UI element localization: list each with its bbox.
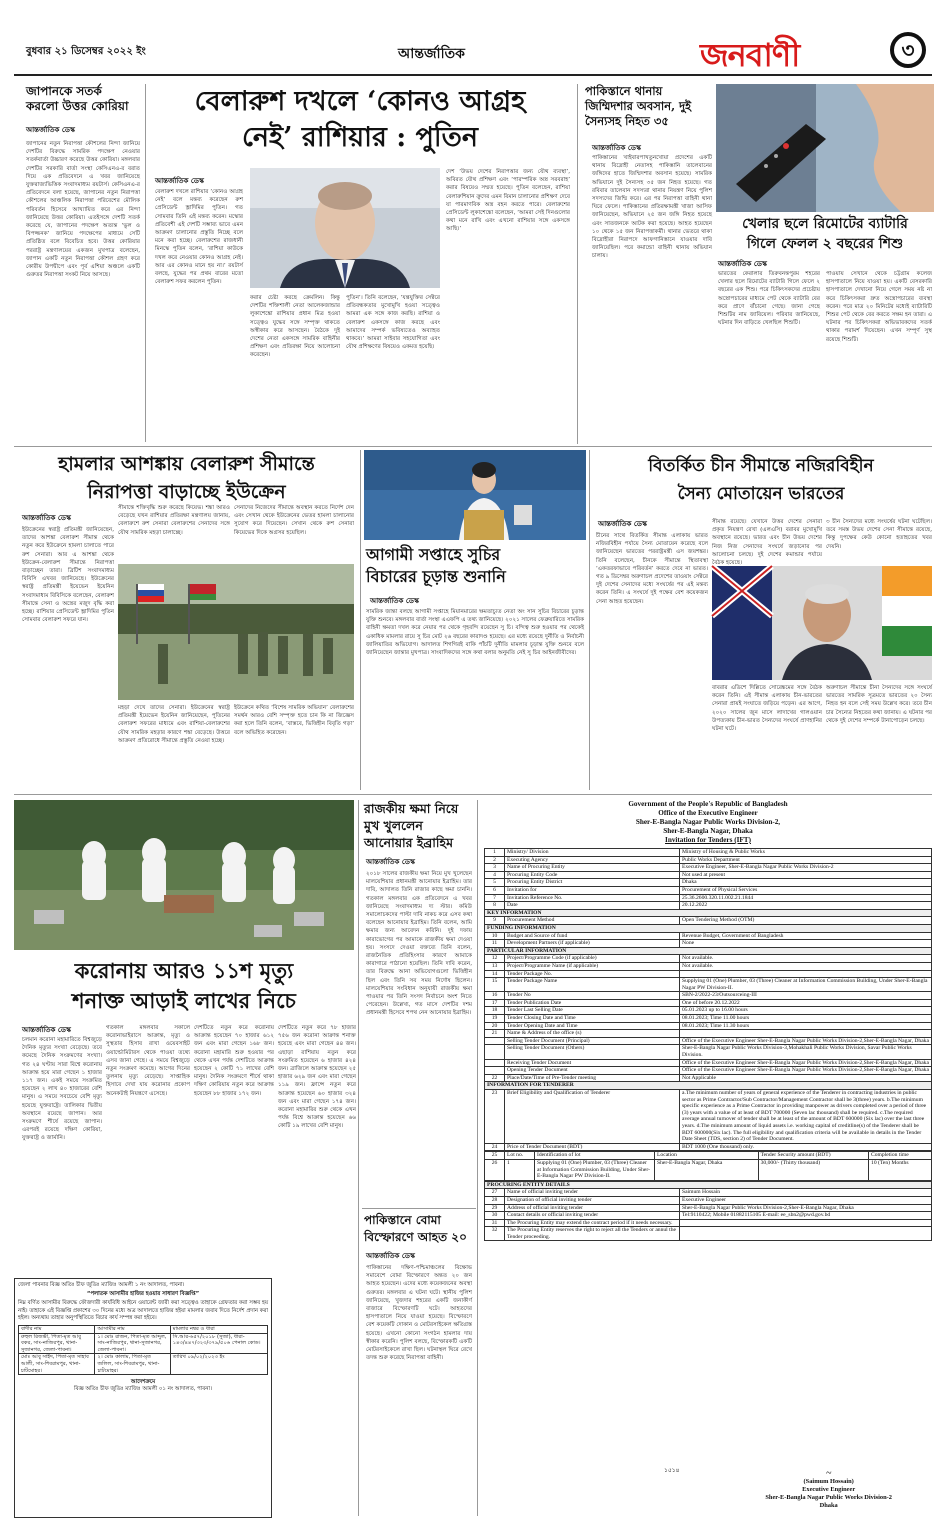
table-row: 5 Procuring Entity District Dhaka [485, 879, 932, 887]
suu-kyi-body: সামরিক জান্তা বলছে আগামী সপ্তাহে মিয়ানমারের ক্ষমতাচ্যুত নেতা অং সান সুচির বিচারের চূড়ান্ত যুক্তি শুনবে। মঙ্গলবার বার্তা সংস্থা এএফপি এ তথ্য জানিয়েছে। ২০২১ সালের ফেব্রুয়ারিতে সামরিক বাহিনী ক্ষমতা দখল করে নেয়ার পর থেকে গৃহবন্দি রয়েছেন সু চি। বন্দিত্ব শুরু হওয়ার পর থেকেই একাধিক মামলার রায়ে সু চির মোট ২৬ বছরের কারাদণ্ড হয়েছে। এর মধ্যে রয়েছে দুর্নীতি ও নির্বাচনী জালিয়াতির অভিযোগ। আদালত শিগগিরই বাকি পাঁচটি দুর্নীতি মামলার চূড়ান্ত যুক্তি শুনবে বলে জানিয়েছেন জান্তার মুখপাত্র। সাংবাদিকদের সঙ্গে কথা বলার অনুমতি নেই সু চির আইনজীবীদের। [366, 609, 584, 657]
japan-body: জাপানের নতুন নিরাপত্তা কৌশলের নিন্দা জানিয়ে দেশটির বিরুদ্ধে সামরিক পদক্ষেপ নেওয়ার সতর্কবার্তা উচ্চারণ করেছে উত্তর কোরিয়া। মঙ্গলবার দেশটির সরকারি বার্তা সংস্থা কেসিএনএ-র বরাত দিয়ে এক প্রতিবেদনে এ খবর জানিয়েছে যুক্তরাজ্যভিত্তিক সংবাদমাধ্যম রয়টার্স। কেসিএনএ-র প্রতিবেদনে বলা হয়েছে, জাপানের নতুন নিরাপত্তা কৌশলের আঞ্চলিক নিরাপত্তা পরিবেশের মৌলিক পরিবর্তন হিসেবে আখ্যায়িত করে এর নিন্দা জানিয়েছে উত্তর কোরিয়া। এতইসঙ্গে দেশটি সতর্ক করেছে যে, জাপানের পদক্ষেপ অত্যন্ত ‘ভুল ও বিপজ্জনক’ জানিয়ে পদক্ষেপের মাধ্যমে সেটি প্রতিষ্ঠিত বলে বিবেচিত হবে। উত্তর কোরিয়ার পররাষ্ট্র মন্ত্রণালয়ের একজন মুখপাত্র বলেছেন, জাপান একটি নতুন নিরাপত্তা কৌশল গ্রহণ করে কোরীয় উপদ্বীপে এবং পূর্ব এশিয়া অঞ্চলে একটি গুরুতর নিরাপত্তা সংকট নিয়ে আসছে। [26, 141, 140, 279]
table-row: 4 Procuring Entity Code Not used at present [485, 871, 932, 879]
table-row: 6 Invitation for Procurement of Physical Services [485, 886, 932, 894]
anwar-body: ২০১৮ সালের রাজকীয় ক্ষমা নিয়ে মুখ খুলেছেন মালয়েশিয়ার প্রধানমন্ত্রী আনোয়ার ইব্রাহিম। তার দাবি, আদালত তিনি রাজার কাছে ক্ষমা চাননি। গতকাল মঙ্গলবার এক প্রতিবেদনে এ খবর জানিয়েছে সংবাদমাধ্যম দ্য স্টার। কমিউ সমালোচকদের পাল্টা দাবি নাকচ করে এসব কথা বলেছেন আনোয়ার ইব্রাহিম। তিনি বলেন, আমি ক্ষমার জন্য আবেদন করিনি। দুই দফায় কারাভোগের পর আমাকে রাজকীয় ক্ষমা দেওয়া হয়। সংসদে দেওয়া বক্তব্যে তিনি বলেন, রাজনৈতিক প্রতিহিংসার কারণে আমাকে কারাগারে পাঠানো হয়েছিল। তিনি দাবি করেন, তার বিরুদ্ধে আনা অভিযোগগুলো ভিত্তিহীন ছিল এবং তিনি সব সময় নির্দোষ ছিলেন। মালয়েশিয়ার সংবিধান অনুযায়ী রাজকীয় ক্ষমা পাওয়ার পর তিনি সংসদ নির্বাচনে অংশ নিতে পেরেছেন। উল্লেখ্য, গত মাসে দেশটির দশম প্রধানমন্ত্রী হিসেবে শপথ নেন আনোয়ার ইব্রাহিম। [366, 871, 472, 1017]
corona-byline: আন্তর্জাতিক ডেস্ক [22, 1026, 71, 1034]
table-row: Selling Tender Document (Others) Sher-E-Bangla Nagar Public Works Division-3,Mohakhali Public Works Division, Savar Public Works Division. [485, 1045, 932, 1059]
putin-photo [250, 168, 440, 288]
ukraine-headline: হামলার আশঙ্কায় বেলারুশ সীমান্তে নিরাপত্তা বাড়াচ্ছে ইউক্রেন [58, 453, 315, 503]
table-row: 21 Name & Address of the office (s) [485, 1030, 932, 1038]
court-notice [14, 1278, 272, 1518]
suu-kyi-photo [364, 450, 586, 540]
table-row: রুহুল রিজভী, পিতা-মৃত আবু বকর, সাং-নাজিরপুর, থানা-সুজানগর, জেলা-পাবনা। ১। মোঃ রাজন, পিতা-মৃত আব্দুল, সাং-নাজিরপুর, থানা-সুজানগর, জেলা-পাবনা। সি.আর-৬৫৭/২০১৮ (সুজা), ধারা- ১৪৩/৪৪৭/৩২৩/৩৭৯/৫০৬ পেনাল কোড। [19, 1333, 268, 1354]
table-row: Opening Tender Document Office of the Executive Engineer Sher-E-Bangla Nagar Public Works Division-2,Sher-E-Bangla Nagar, Dhaka [485, 1067, 932, 1075]
signature-mark: ~ [825, 1468, 832, 1479]
table-row: 22 Place/Date/Time of Pre-Tender meeting Not Applicable [485, 1074, 932, 1082]
china-border-body-3: ৩ চীন সৈন্যদের মধ্যে সংঘর্ষের ঘটনা ঘটেছিল। তবে সমস্ত উভয় দেশের সেনা সীমান্তে রয়েছে, কিন্তু দুপক্ষের কেউ কোনো হতাহতের খবর দেয়নি। [826, 519, 932, 550]
china-border-byline: আন্তর্জাতিক ডেস্ক [598, 520, 647, 528]
anwar-byline: আন্তর্জাতিক ডেস্ক [366, 858, 415, 866]
table-row: 13 Project/Programme Name (if applicable) Not available. [485, 962, 932, 970]
corona-headline: করোনায় আরও ১১শ মৃত্যু শনাক্ত আড়াই লাখের নিচে [72, 958, 296, 1013]
pakistan-police-headline: পাকিস্তানে থানায় জিম্মিদশার অবসান, দুই সৈন্যসহ নিহত ৩৫ [585, 84, 692, 128]
ukraine-body-1: ইউক্রেনের স্বরাষ্ট্র প্রতিমন্ত্রী জানিয়েছেন, তাদের আশঙ্কা বেলারুশ সীমান্ত থেকে নতুন করে ইউক্রেনে হামলা চালাতে পারে রুশ সেনারা। আর এ আশঙ্কা থেকে ইউক্রেন-বেলারুশ সীমান্তে নিরাপত্তা বাড়াচ্ছেন তারা। ব্রিটিশ সংবাদমাধ্যম বিবিসি এখবর জানিয়েছে। ইউক্রেনের স্বরাষ্ট্র প্রতিমন্ত্রী ইয়েভেন ইয়েনিন সংবাদমাধ্যম বিবিসিকে বলেছেন, বেলারুশ সীমান্তে সেনা ও অস্ত্রের মজুদ বৃদ্ধি করা হচ্ছে। রাশিয়ার প্রেসিডেন্ট ভ্লাদিমির পুতিন সোমবার বেলারুশ সফরে যান। [22, 527, 114, 624]
table-row: FUNDING INFORMATION [485, 924, 932, 932]
corona-body-1: চলমান করোনা মহামারিতে বিশ্বজুড়ে দৈনিক মৃত্যুর সংখ্যা বেড়েছে। তবে কমেছে দৈনিক সংক্রমণের সংখ্যা। গত ২৪ ঘণ্টায় সারা বিশ্বে করোনায় আক্রান্ত হয়ে মারা গেছেন ১ হাজার ১১৭ জন। একই সময়ে সংক্রমিত হয়েছেন ২ লাখ ৪০ হাজারের বেশি মানুষ। এ সময়ে সবচেয়ে বেশি মৃত্যু হয়েছে যুক্তরাষ্ট্রে। তালিকার দ্বিতীয় অবস্থানে রয়েছে জাপান। আর সংক্রমণে শীর্ষে রয়েছে জাপান। এরপরই রয়েছে দক্ষিণ কোরিয়া, যুক্তরাষ্ট্র ও জার্মানি। [22, 1037, 102, 1142]
tender-lot-table: 25 Lot no. Identification of lot Location Tender Security amount (BDT) Completion time 26 1 Supplying 01 (One) Plumber, 03 (Three) Cleaner at Information Commission Building, Under Sher-E-Bangla Nagar PW Division-II. Sher-E-Bangla Nagar, Dhaka 30,000/- (Thirty thousand) 10 (Ten) Months [484, 1151, 932, 1180]
putin-body-1: বেলারুশ দখলে রাশিয়ার ‘কোনও আগ্রহ নেই’ বলে মন্তব্য করেছেন রুশ প্রেসিডেন্ট ভ্লাদিমির পুতিন। গত সোমবার তিনি এই মন্তব্য করেন। মস্কোর প্রতিবেশী এই দেশটি সম্ভাব্য ভাবে এমন আক্রমণ চালানোর প্রস্তুতি নিচ্ছে বলে মনে করা হচ্ছে। বেলারুশের রাজধানী মিনস্কে পুতিন বলেন, ‘রাশিয়া কাউকে দখল করে নেওয়ার কোনও আগ্রহ নেই। আর এর কোনও মানে হয় না।’ রয়টার্স বলছে, যুদ্ধের পর প্রথম বারের মতো বেলারুশ সফর করলেন পুতিন। [155, 189, 243, 286]
table-row: 16 Tender No SBN-2/2022-23/Outsourceing-III [485, 992, 932, 1000]
table-row: 3 Name of Procuring Entity Executive Engineer, Sher-E-Bangla Nagar Public Works Division-2 [485, 864, 932, 872]
table-row: 8 Date 20.12.2022 [485, 902, 932, 910]
court-notice-table: বাদীর নাম আসামীর নাম মামলার নম্বর ও ধারা রুহুল রিজভী, পিতা-মৃত আবু বকর, সাং-নাজিরপুর, থানা-সুজানগর, জেলা-পাবনা। ১। মোঃ রাজন, পিতা-মৃত আব্দুল, সাং-নাজিরপুর, থানা-সুজানগর, জেলা-পাবনা। সি.আর-৬৫৭/২০১৮ (সুজা), ধারা- ১৪৩/৪৪৭/৩২৩/৩৭৯/৫০৬ পেনাল কোড। মোঃ আবু সাইদ, পিতা-মৃত সাহাব আলী, সাং-শিবরামপুর, থানা-চাটমোহর। ২। মোঃ কালাম, পিতা-মৃত জলিল, সাং-শিবরামপুর, থানা-চাটমোহর। তারিখ ০৯/০২/২০২৩ ইং [18, 1325, 268, 1375]
china-border-body-1: চীনের সাথে বিতর্কিত সীমান্ত এলাকায় ভারত নজিরবিহীন পর্যায়ে সৈন্য মোতায়েন করেছে বলে জানিয়েছেন ভারতের পররাষ্ট্রমন্ত্রী এস জয়শঙ্কর। তিনি বলেছেন, চীনকে সীমান্তে স্থিতাবস্থা ‘একতরফাভাবে পরিবর্তন’ করতে দেবে না ভারত। গত ৯ ডিসেম্বর অরুণাচল প্রদেশের তাওয়াং সেক্টরে দুই দেশের সেনাদের মধ্যে সংঘর্ষের পর এই মন্তব্য করেন তিনি। এ সংঘর্ষে দুই পক্ষের বেশ কয়েকজন সেনা আহত হয়েছেন। [596, 533, 708, 605]
table-row: 31 The Procuring Entity may extend the contract period if it needs necessary. [485, 1219, 932, 1227]
newspaper-logo [700, 30, 930, 74]
table-row: Selling Tender Document (Principal) Office of the Executive Engineer Sher-E-Bangla Nagar Public Works Division-2,Sher-E-Bangla Nagar, Dhaka [485, 1037, 932, 1045]
battery-byline: আন্তর্জাতিক ডেস্ক [718, 260, 767, 268]
table-row: 2 Executing Agency Public Works Department [485, 856, 932, 864]
table-row: 11 Development Partners (if applicable) None [485, 940, 932, 948]
table-row: 12 Project/Programme Code (if applicable) Not available. [485, 955, 932, 963]
logo-page-badge: ৩ [890, 32, 926, 68]
table-row: 17 Tender Publication Date One of before 20.12.2022 [485, 999, 932, 1007]
table-row: 15 Tender Package Name Supplying 01 (One) Plumber, 03 (Three) Cleaner at Information Commission Building, Under Sher-E-Bangla Nagar PW Division-II. [485, 978, 932, 992]
table-row: 18 Tender Last Selling Date 05.01.2023 up to 16.00 hours [485, 1007, 932, 1015]
soldiers-photo [118, 564, 354, 700]
tender-entity-table [484, 1181, 932, 1242]
table-row: 28 Designation of official inviting tender Executive Engineer [485, 1196, 932, 1204]
table-row: INFORMATION FOR TENDERER [485, 1082, 932, 1090]
putin-headline: বেলারুশ দখলে ‘কোনও আগ্রহ নেই’ রাশিয়ার : পুতিন [194, 86, 526, 153]
putin-body-3: পুতিন’। তিনি বলেছেন, ‘যন্ত্রযুক্তির সেক্টরে প্রতিবন্ধকতার মুখোমুখি হওয়া সত্ত্বেও আমরা এক সঙ্গে কাজ করছি। রাশিয়া ও বেলারুশ একসঙ্গে কাজ করছে এবং আমাদের সম্পর্ক ভবিষ্যতেও অব্যাহত থাকবে।’ আমরা সাইবার সহযোগিতা এবং যৌথ প্রশিক্ষণের বিষয়েও একমত হয়েছি। [346, 295, 440, 351]
putin-byline: আন্তর্জাতিক ডেস্ক [155, 177, 204, 185]
table-row: 29 Address of official inviting tender Sher-E-Bangla Nagar Public Works Division-2,Sher-E-Bangla Nagar, Dhaka [485, 1204, 932, 1212]
table-row: 23 Brief Eligibility and Qualification of Tenderer a.The minimum number of years of general experience of the Tenderer in contracting industries in public sector as Prime Contractor/Sub Contractor/Management Contractor shall be 3(three) years. b.The minimum specific experience as a Prime Contractor in providing manpower as drivers completed over a period of three (3) years with a value of at least of BDT 700000 (Seven lac thousand) shall be required. c.The required average annual turnover of tender shall be at least of the amount of BDT 600000 (Six lac) over the last three years. d.The minimum amount of liquid assets i.e. working capital of creditline(s) of the Tenderer shall be BDT 600000(Six lac). The full eligibility and qualification criteria will be available in details in the Tender Date Sheet (TDS, section 2) of Tender Document. [485, 1090, 932, 1144]
table-row: 7 Invitation Reference No. 25.36.2600.320.11.002.21.1844 [485, 894, 932, 902]
court-notice-intro: জেলা পাবনার বিজ্ঞ অতিঃ চীফ জুডিঃ ম্যাজিঃ আমলী ১ নং আদালত, পাবনা। [18, 1282, 185, 1288]
corona-body-3: দেশটিতে নতুন করে করোনায় আক্রান্ত হয়েছেন ৭০ হাজার ৬১২ জন এবং মারা গেছেন ১৬৮ জন। করোনা মহামারি শুরু হওয়ার পর থেকে এখন পর্যন্ত দেশটিতে আক্রান্ত হয়েছেন ২ কোটি ৭১ লাখের বেশি মানুষ। দৈনিক সংক্রমণে শীর্ষে থাকা দক্ষিণ কোরিয়ায় নতুন করে আক্রান্ত হয়েছেন ৮৮ হাজার ১৭২ জন। [194, 1025, 274, 1097]
tender-ref-code: ১৫১৪ [664, 1468, 680, 1474]
corona-body-4: দেশটিতে নতুন করে ৭৮ হাজার ৭৫৬ জন করোনা আক্রান্ত শনাক্ত হয়েছে এবং মারা গেছেন ৪৪ জন। এছাড়া রাশিয়ায় নতুন করে সংক্রমিত হয়েছেন ৬ হাজার ৪২৪ জন। ব্রাজিলে আক্রান্ত হয়েছেন ২৫ হাজার ৬২৯ জন এবং মারা গেছেন ১১৯ জন। ফ্রান্সে নতুন করে আক্রান্ত হয়েছেন ৬০ হাজার ৩২৪ জন এবং মারা গেছেন ১৭৪ জন। করোনা মহামারির শুরু থেকে এখন পর্যন্ত বিশ্বে আক্রান্ত হয়েছেন ৬৬ কোটি ১৯ লাখের বেশি মানুষ। [278, 1025, 356, 1130]
table-row: PARTICULAR INFORMATION [485, 947, 932, 955]
masthead-rule [14, 74, 932, 76]
section-title: আন্তর্জাতিক [398, 46, 465, 62]
ukraine-byline: আন্তর্জাতিক ডেস্ক [22, 514, 71, 522]
table-row: 1 Ministry/ Division Ministry of Housing & Public Works [485, 849, 932, 857]
table-row: 32 The Procuring Entity reserves the right to reject all the Tenders or annul the Tender proceeding. [485, 1227, 932, 1241]
japan-headline: জাপানকে সতর্ক করলো উত্তর কোরিয়া [26, 84, 129, 113]
corona-body-2: গতকাল মঙ্গলবার সকালে করোনাভাইরাসে আক্রান্ত, মৃত্যু ও সুস্থতার হিসাব রাখা ওয়েবসাইট ওয়ার্ল্ডোমিটারস থেকে পাওয়া তথ্যে এসব জানা গেছে। এ সময়ে বিশ্বজুড়ে নতুন সংক্রমণ কমেছে। আগের দিনের তুলনায় মৃত্যু বেড়েছে। সাপ্তাহিক হিসাবে দেখা যায় করোনার প্রকোপ অনেকটাই নিয়ন্ত্রণে এসেছে। [106, 1025, 190, 1097]
court-notice-footer: বিজ্ঞ অতিঃ চীফ জুডিঃ ম্যাজিঃ আমলী ০১ নং আদালত, পাবনা। [74, 1386, 212, 1393]
ukraine-body-2: সীমান্তে শক্তিবৃদ্ধি শুরু করেছে কিয়েভ। শঙ্কা আরও বেড়েছে যখন রাশিয়ার প্রতিরক্ষা মন্ত্রণালয় জানায়, বেলারুশে রুশ সেনারা বেলারুশের সেনাদের সঙ্গে যৌথ সামরিক মহড়া চালাচ্ছে। [118, 505, 230, 536]
putin-body-4: দেশ ‘উভয় দেশের নিরাপত্তার জন্য যৌথ ব্যবস্থা’, অবিরত যৌথ প্রশিক্ষণ এবং ‘পারস্পরিক অস্ত্র সরবরাহ’ করার বিষয়েও সম্মত হয়েছে। পুতিন বলেছেন, রাশিয়া বেলারুশিয়ান ক্রুদের এমন বিমান চালানোর প্রশিক্ষণ দেবে যা পারমাণবিক অস্ত্র বহন করতে পারে। বেলারুশের প্রেসিডেন্ট লুকাশেঙ্কো বলেছেন, ‘আমরা সেই দিনগুলোর কথা মনে রাখি এবং এখনো রাশিয়ার সঙ্গে একসঙ্গে আছি।’ [446, 169, 571, 233]
table-row: 20 Tender Opening Date and Time 08.01.2023; Time 11.30 hours [485, 1022, 932, 1030]
china-border-headline: বিতর্কিত চীন সীমান্তে নজিরবিহীন সৈন্য মোতায়েন ভারতের [648, 456, 874, 504]
tender-signature: ~ (Saimum Hossain) Executive Engineer Sher-E-Bangla Nagar Public Works Division-2 Dhaka [765, 1468, 892, 1509]
table-row: 19 Tender Closing Date and Time 08.01.2023; Time 11.00 hours [485, 1015, 932, 1023]
table-row: 30 Contact details or official inviting tender Tel:9110422; Mobile 01882115105 E-mail: ee_sbn2@pwd.gov.bd [485, 1212, 932, 1220]
suu-kyi-byline: আন্তর্জাতিক ডেস্ক [370, 597, 419, 605]
battery-headline: খেলার ছলে রিমোটের ব্যাটারি গিলে ফেলল ২ বছরের শিশু [742, 216, 908, 252]
court-notice-body: নিম্ন বর্ণিত আসামীর বিরুদ্ধে ফৌজদারী কার্যবিধি আইনে ওয়ারেন্ট জারী করা সত্ত্বেও তাহাকে গ্রেফতার করা সম্ভব হয় নাই। তাহাকে এই বিজ্ঞপ্তি প্রকাশের ৩০ দিনের মধ্যে অত্র আদালতে হাজির হইয়া মামলার জবাব দিতে নির্দেশ প্রদান করা হইল। অন্যথায় তাহার অনুপস্থিতিতে বিচার কার্য সম্পন্ন করা হইবে। [18, 1300, 268, 1321]
table-row: 10 Budget and Source of fund Revenue Budget, Government of Bangladesh [485, 932, 932, 940]
pakistan-blast-byline: আন্তর্জাতিক ডেস্ক [366, 1252, 415, 1260]
court-notice-title: “পলাতক আসামীর হাজির হওয়ার সাধারণ বিজ্ঞপ্তি” [86, 1291, 200, 1298]
ukraine-body-3: সেনাদের নিজেদের সীমান্তে অবস্থান করতে নির্দেশ দেন এবং সেখান থেকে ইউক্রেনের ভেতর হামলা চালানোর সুযোগ করে দিয়েছেন। সেখান থেকে রুশ সেনারা কিয়েভের দিকে অগ্রসর হয়েছিল। [234, 505, 354, 536]
jaishankar-photo [712, 566, 932, 680]
table-row: মোঃ আবু সাইদ, পিতা-মৃত সাহাব আলী, সাং-শিবরামপুর, থানা-চাটমোহর। ২। মোঃ কালাম, পিতা-মৃত জলিল, সাং-শিবরামপুর, থানা-চাটমোহর। তারিখ ০৯/০২/২০২৩ ইং [19, 1354, 268, 1375]
pakistan-police-byline: আন্তর্জাতিক ডেস্ক [592, 144, 641, 152]
table-row: 24 Price of Tender Document (BDT) BDT 1000 (One thousand) only. [485, 1143, 932, 1151]
battery-body-2: পাওয়ায় সেখানে থেকে চট্টগ্রাম কলেজ হাসপাতালে নিয়ে যাওয়া হয়। একটি বেসরকারি হাসপাতালে দেখানো নিয়ে গেলে সময় নষ্ট না করে চিকিৎসকরা দ্রুত অস্ত্রোপচারের ব্যবস্থা করেন। পরে মাত্র ২০ মিনিটের মধ্যেই ব্যাটারিটি শিশুর পেট থেকে বের করতে সক্ষম হন তারা। এ ঘটনার পর চিকিৎসকরা অভিভাবকদের সতর্ক থাকার পরামর্শ দিয়েছেন। এখন সম্পূর্ণ সুস্থ রয়েছে শিশুটি। [826, 271, 932, 343]
anwar-headline: রাজকীয় ক্ষমা নিয়ে মুখ খুললেন আনোয়ার ইব্রাহিম [364, 801, 459, 850]
pakistan-blast-body: পাকিস্তানের দক্ষিণ-পশ্চিমাঞ্চলের বিক্ষোভ সমাবেশে বোমা বিস্ফোরণে অন্তত ২০ জন আহত হয়েছেন। এদের মধ্যে কয়েকজনের অবস্থা গুরুতর। মঙ্গলবার এ ঘটনা ঘটে। স্থানীয় পুলিশ জানিয়েছে, খুজদার শহরের একটি জনাকীর্ণ বাজারে বিস্ফোরণটি ঘটে। আহতদের হাসপাতালে নিয়ে যাওয়া হয়েছে। বিস্ফোরণে বেশ কয়েকটি দোকান ও মোটরসাইকেল ক্ষতিগ্রস্ত হয়েছে। এখনো কোনো সংগঠন হামলার দায় স্বীকার করেনি। পুলিশ বলছে, বিস্ফোরকটি একটি মোটরসাইকেলে রাখা ছিল। ঘটনাস্থল ঘিরে রেখে তদন্ত শুরু করেছে নিরাপত্তা বাহিনী। [366, 1265, 472, 1362]
suu-kyi-headline: আগামী সপ্তাহে সুচির বিচারের চূড়ান্ত শুনানি [366, 545, 506, 586]
logo-text: জনবাণী [700, 36, 800, 74]
tender-table [484, 848, 932, 1151]
ukraine-body-4: মহড়া দেখে তাদের সেনারা। ইউক্রেনের স্বরাষ্ট্র প্রতিমন্ত্রী ইয়েভেন ইয়েনিন জানিয়েছেন, পুতিনের বেলারুশ সফরের মাধ্যমে এবং রাশিয়া-বেলারুশের যৌথ সামরিক মহড়ার কারণে শঙ্কা বেড়েছে। উত্তরে আক্রমণ প্রতিরোধে সীমান্তে প্রস্তুতি নেওয়া হচ্ছে। [118, 705, 230, 744]
tender-header: Government of the People's Republic of Bangladesh Office of the Executive Engineer Sher-E-Bangla Nagar Public Works Division-2, Sher-E-Bangla Nagar, Dhaka Invitation for Tenders (IFT) [628, 800, 788, 844]
table-row: 9 Procurement Method Open Tendering Method (OTM) [485, 917, 932, 925]
putin-body-2: করার চেষ্টা করছে ক্রেমলিন। কিন্তু দেশটির শক্তিশালী নেতা আলেকজান্ডার লুকাশেঙ্কো রাশিয়ার প্রধান মিত্র হওয়া সত্ত্বেও যুদ্ধের সঙ্গে সম্পৃক্ত থাকতে অস্বীকার করে আসছেন। বৈঠকে দুই দেশের নেতা একসঙ্গে সামরিক বাহিনীর প্রশিক্ষণ এবং প্রতিরক্ষা নিয়ে আলোচনা করেছেন। [250, 295, 340, 359]
battery-body-1: ভারতের কেরালার তিরুবনন্তপুরম শহরের খেলার ছলে রিমোটের ব্যাটারি গিলে ফেলে ২ বছরের এক শিশু। পরে চিকিৎসকদের প্রচেষ্টায় অস্ত্রোপচারের মাধ্যমে পেট থেকে ব্যাটারি বের করে প্রাণে বাঁচানো গেছে। জানা গেছে শিশুটির নাম জাবিয়েল। পরিবার জানিয়েছে, ঘটনার দিন বাড়িতে খেলছিল শিশুটি। [718, 271, 820, 327]
table-row: 27 Name of official inviting tender Saimum Hossain [485, 1189, 932, 1197]
table-row: 14 Tender Package No. [485, 970, 932, 978]
remote-photo [716, 84, 934, 212]
table-row: KEY INFORMATION [485, 909, 932, 917]
ukraine-body-5: ইউক্রেনে কথিত ‘বিশেষ সামরিক অভিযান’ বেলারুশের সমর্থন আরও বেশি সম্পৃক্ত হতে চান কি না জিজ্ঞেস করা হলে তিনি বলেন, ‘বাস্তবে, ভিত্তিহীন বিবৃতি গড়া’ বলে অভিহিত করেছেন। [234, 705, 354, 736]
court-notice-signature: আদেশক্রমে [130, 1379, 156, 1386]
china-border-body-2: সীমান্ত রয়েছে। যেখানে উত্তর দেশের সেনারা প্রকৃত নিয়ন্ত্রণ রেখা (এলএসি) বরাবর মুখোমুখি অবস্থানে রয়েছে। ভারত এবং চীন উভয় দেশের নিজ নিজ সেনাদের সংঘর্ষে জড়ানোর পর আলোচনা চলছে। দুই দেশের কমান্ডার পর্যায়ে বৈঠক হয়েছে। [712, 519, 822, 567]
japan-byline: আন্তর্জাতিক ডেস্ক [26, 126, 75, 134]
pakistan-police-body: পাকিস্তানের খাইবারপাখতুনখোয়া প্রদেশের একটি থানায় বিদ্রোহী নেতাসহ পাকিস্তানি তালেবানের জঙ্গিদের হাতে জিম্মিদশার অবসান হয়েছে। সামরিক অভিযানে দুই সৈন্যসহ ৩৫ জন নিহত হয়েছে। গত রবিবার তালেবান সদস্যরা থানার নিয়ন্ত্রণ নিয়ে পুলিশ সদস্যদের জিম্মি করে। এর পর নিরাপত্তা বাহিনী থানা ঘিরে ফেলে। পাকিস্তানের প্রতিরক্ষামন্ত্রী খাজা আসিফ জানিয়েছেন, অভিযানে ২৫ জন জঙ্গি নিহত হয়েছে এবং সাতজনকে আটক করা হয়েছে। আহত হয়েছেন ১০ থেকে ১৫ জন নিরাপত্তাকর্মী। থানার ভেতরে থাকা বিদ্রোহীরা নিরাপদে আফগানিস্তানে যাওয়ার দাবি জানিয়েছিল। পরে কমান্ডো বাহিনী থানায় অভিযান চালায়। [592, 155, 712, 260]
covid-burial-photo [14, 800, 354, 950]
tender-notice [484, 800, 932, 1516]
table-row: Receiving Tender Document Office of the Executive Engineer Sher-E-Bangla Nagar Public Works Division-2,Sher-E-Bangla Nagar, Dhaka [485, 1059, 932, 1067]
issue-date: বুধবার ২১ ডিসেম্বর ২০২২ ইং [26, 46, 146, 57]
china-border-body-5: অরুণাচল সীমান্তে চীনা সৈন্যদের সঙ্গে সংঘর্ষে ভারতের সামরিক সূত্রমতে ভারতের ২০ সৈন্য নিহত হন বলে সেই সময় উল্লেখ করে। তবে চীন চার সৈন্যের নিহতের কথা জানায়। এ ঘটনার পর থেকে দুই দেশের সম্পর্কে টানাপোড়েন চলছে। [826, 685, 932, 724]
table-row: PROCURING ENTITY DETAILS [485, 1181, 932, 1189]
pakistan-blast-headline: পাকিস্তানে বোমা বিস্ফোরণে আহত ২০ [364, 1213, 467, 1244]
china-border-body-4: বাবরার এডিশে দিল্লিতে সোরেঙ্কমের সঙ্গে বৈঠক করেন তিনি। এই সীমান্ত এলাকায় চীন-ভারতের সেনারা প্রায়ই সংঘাতে জড়িয়ে পড়েন। এর আগে, ২০২০ সালের জুন মাসে লাদাখের গালওয়ান উপত্যকায় চীন-ভারত সৈন্যদের সংঘর্ষে প্রাণহানির ঘটনা ঘটে। [712, 685, 822, 733]
table-row: 26 1 Supplying 01 (One) Plumber, 03 (Three) Cleaner at Information Commission Building, Under Sher-E-Bangla Nagar PW Division-II. Sher-E-Bangla Nagar, Dhaka 30,000/- (Thirty thousand) 10 (Ten) Months [485, 1159, 932, 1180]
